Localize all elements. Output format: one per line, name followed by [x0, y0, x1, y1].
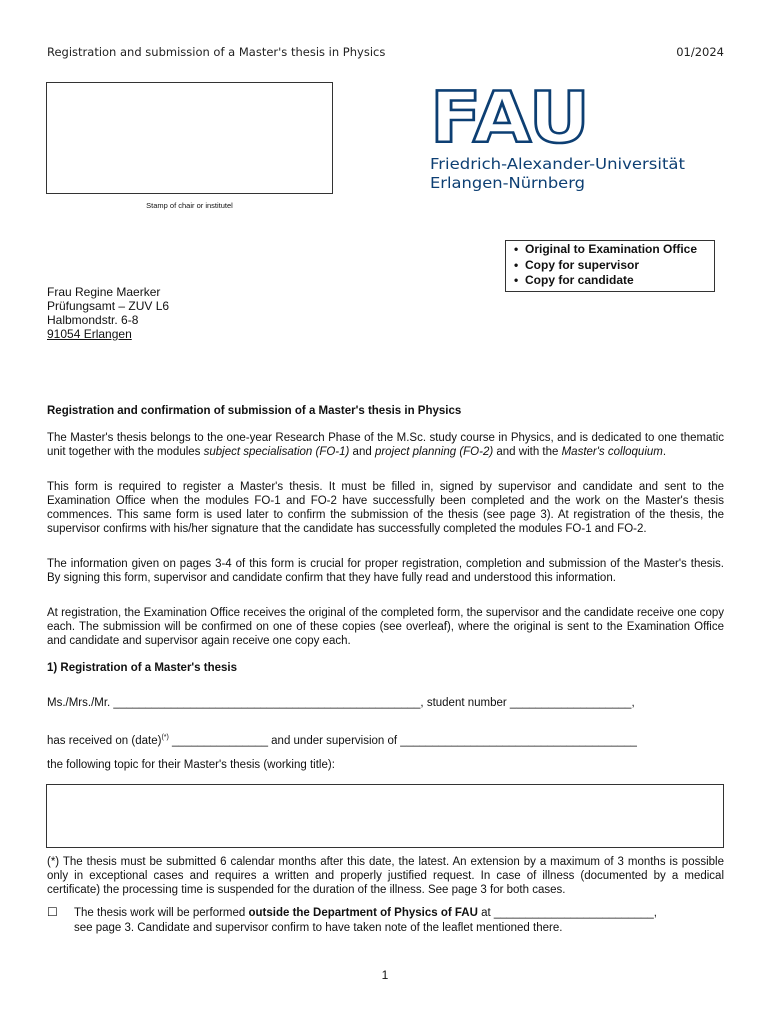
thesis-topic-input[interactable] — [46, 784, 724, 848]
copy-item-supervisor: • Copy for supervisor — [514, 258, 714, 274]
section-registration-title: 1) Registration of a Master's thesis — [47, 662, 237, 674]
address-name: Frau Regine Maerker — [47, 285, 161, 299]
page-number: 1 — [381, 968, 389, 982]
address-street: Halbmondstr. 6-8 — [47, 313, 139, 327]
address-office: Prüfungsamt – ZUV L6 — [47, 299, 170, 313]
fau-logo-line2: Erlangen-Nürnberg — [430, 174, 585, 192]
document-header-title: Registration and submission of a Master's thesis in Physics — [47, 45, 386, 59]
stamp-box — [46, 82, 333, 194]
purpose-paragraph: This form is required to register a Master's thesis. It must be filled in, signed by supervisor and candidate and sent to the Examination Office when the modules FO-1 and FO-2 have successfully been completed and the work on the Master's thesis commences. This same form is used later to confirm the submission of the thesis (see page 3). At registration of the thesis, the supervisor confirms with his/her signature that the candidate has successfully completed the modules FO-1 and FO-2. — [47, 481, 724, 535]
copy-item-original: • Original to Examination Office — [514, 242, 714, 258]
address-city: 91054 Erlangen — [47, 327, 132, 341]
copies-box — [505, 240, 715, 292]
date-supervision-field[interactable]: has received on (date)(*) _______________ and under supervision of _____________________________________ — [47, 734, 637, 747]
copies-paragraph: At registration, the Examination Office receives the original of the completed form, the supervisor and the candidate receive one copy each. The submission will be confirmed on one of these copies (see overleaf), where the original is sent to the Examination Office and candidate and supervisor again receive one copy each. — [47, 607, 724, 647]
document-date: 01/2024 — [676, 45, 724, 59]
fau-logo-letters: FAU — [430, 88, 590, 159]
intro-paragraph: The Master's thesis belongs to the one-year Research Phase of the M.Sc. study course in Physics, and is dedicated to one thematic unit together with the modules subject specialisation (FO-1) and project planning (FO-2) and with the Master's colloquium. — [47, 432, 724, 458]
fau-logo — [430, 88, 700, 192]
recipient-address — [47, 285, 169, 341]
outside-department-text: The thesis work will be performed outside the Department of Physics of FAU at _________________________, see page 3. Candidate and supervisor confirm to have taken note of the leaflet mentioned there. — [74, 907, 657, 934]
copy-item-candidate: • Copy for candidate — [514, 273, 714, 289]
stamp-label: Stamp of chair or institutel — [146, 201, 233, 210]
submission-footnote: (*) The thesis must be submitted 6 calendar months after this date, the latest. An extension by a maximum of 3 months is possible only in exceptional cases and requires a written and properly justified request. In case of illness (documented by a medical certificate) the processing time is suspended for the duration of the illness. See page 3 for both cases. — [47, 856, 724, 896]
student-name-field[interactable]: Ms./Mrs./Mr. ________________________________________________, student number ___________________, — [47, 697, 635, 709]
fau-logo-line1: Friedrich-Alexander-Universität — [430, 155, 685, 173]
form-heading: Registration and confirmation of submission of a Master's thesis in Physics — [47, 405, 462, 417]
topic-label: the following topic for their Master's thesis (working title): — [47, 759, 335, 771]
information-paragraph: The information given on pages 3-4 of this form is crucial for proper registration, completion and submission of the Master's thesis. By signing this form, supervisor and candidate confirm that they have fully read and understood this information. — [47, 558, 724, 584]
outside-department-checkbox[interactable]: ☐ — [47, 905, 58, 919]
